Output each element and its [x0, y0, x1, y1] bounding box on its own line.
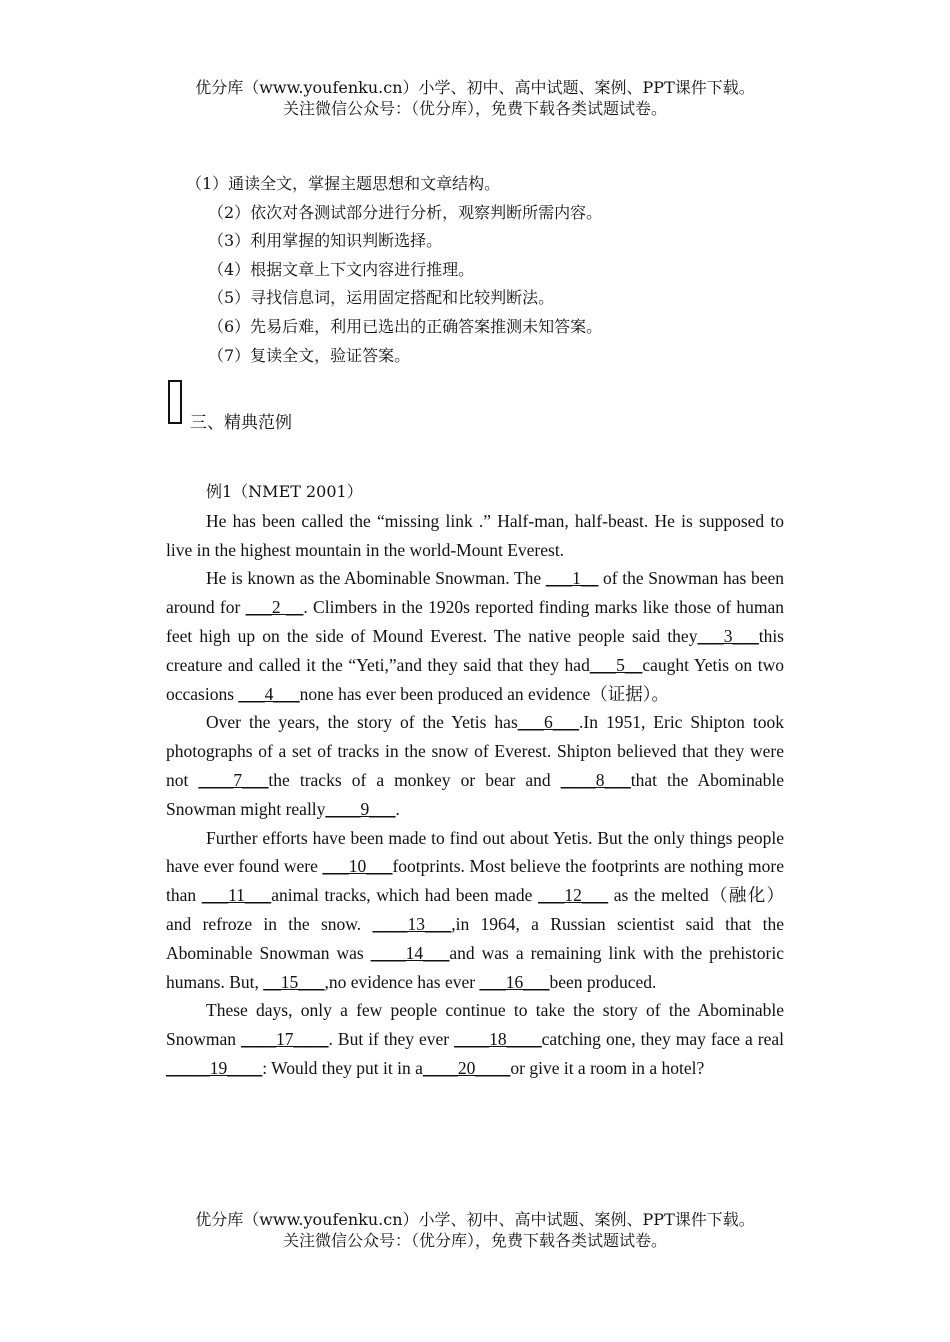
text-run: . But if they ever — [328, 1029, 455, 1050]
footer-line-2: 关注微信公众号：（优分库），免费下载各类试题试卷。 — [282, 1231, 667, 1250]
text-run: . Climbers in the 1920s reported finding marks like those of human feet high up on the side of Mound Everest. The native people said they — [166, 597, 784, 646]
steps-list — [186, 170, 602, 370]
blank-5: ___5__ — [589, 654, 643, 675]
placeholder-box-icon — [168, 380, 182, 424]
text-run: catching one, they may face a real — [541, 1029, 785, 1050]
blank-4: ___4___ — [238, 683, 300, 704]
paragraph-2 — [166, 564, 784, 708]
blank-2: ___2 __ — [245, 597, 304, 618]
blank-18: ____18____ — [454, 1029, 542, 1050]
text-run: Over the years, the story of the Yetis has — [206, 712, 518, 733]
page-header — [0, 77, 950, 119]
page-footer — [0, 1209, 950, 1251]
blank-20: ____20____ — [422, 1057, 511, 1078]
step-item: （1）通读全文，掌握主题思想和文章结构。 — [186, 174, 501, 193]
blank-7: ____7___ — [198, 769, 269, 790]
blank-19: _____19____ — [166, 1057, 263, 1078]
step-item: （5）寻找信息词，运用固定搭配和比较判断法。 — [208, 288, 555, 308]
step-item: （7）复读全文，验证答案。 — [208, 345, 411, 365]
blank-6: ___6___ — [517, 712, 579, 733]
text-run: this creature and called it the “Yeti,”and they said that they had — [166, 625, 784, 675]
blank-12: ___12___ — [538, 885, 609, 906]
text-run: : Would they put it in a — [262, 1057, 423, 1078]
blank-3: ___3___ — [697, 625, 759, 646]
header-line-2: 关注微信公众号：（优分库），免费下载各类试题试卷。 — [282, 99, 667, 118]
text-run: the tracks of a monkey or bear and — [268, 769, 561, 790]
header-line-1: 优分库（www.youfenku.cn）小学、初中、高中试题、案例、PPT课件下载。 — [195, 78, 755, 97]
blank-13: ____13___ — [372, 913, 452, 934]
text-run: none has ever been produced an evidence（证据）。 — [299, 683, 669, 704]
blank-10: ___10___ — [322, 856, 393, 877]
blank-17: ____17____ — [241, 1029, 329, 1050]
text-run: ,in 1964, a Russian scientist said that the Abominable Snowman was — [166, 913, 785, 963]
text-run: These days, only a few people continue to take the story of the Abominable Snowman — [166, 1000, 784, 1050]
text-run: or give it a room in a hotel? — [510, 1057, 705, 1078]
blank-16: ___16___ — [479, 971, 550, 992]
blank-9: ____9___ — [325, 798, 396, 819]
text-run: and was a remaining link with the prehistoric humans. But, — [166, 942, 784, 992]
blank-11: ___11___ — [201, 885, 272, 906]
section-title: 三、精典范例 — [190, 413, 292, 433]
text-run: . — [395, 798, 400, 819]
paragraph-3 — [166, 708, 784, 823]
text-run: of the Snowman has been around for — [166, 568, 784, 618]
blank-1: ___1__ — [545, 568, 599, 589]
text-run: Further efforts have been made to find out about Yetis. But the only things people have ever found were — [166, 827, 784, 877]
paragraph-5 — [166, 996, 784, 1082]
paragraph-1: He has been called the “missing link .” Half-man, half-beast. He is supposed to live in the highest mountain in the world-Mount Everest. — [166, 510, 784, 560]
text-run: He is known as the Abominable Snowman. The — [206, 568, 546, 589]
step-item: （3）利用掌握的知识判断选择。 — [208, 231, 443, 251]
example-article — [166, 478, 784, 1083]
text-run: been produced. — [549, 971, 657, 992]
blank-8: ____8___ — [560, 769, 631, 790]
example-label: 例1（NMET 2001） — [206, 482, 363, 501]
step-item: （4）根据文章上下文内容进行推理。 — [208, 259, 475, 279]
text-run: caught Yetis on two occasions — [166, 654, 785, 704]
text-run: that the Abominable Snowman might really — [166, 769, 784, 819]
footer-line-1: 优分库（www.youfenku.cn）小学、初中、高中试题、案例、PPT课件下载。 — [195, 1210, 755, 1229]
paragraph-4 — [166, 824, 784, 997]
text-run: footprints. Most believe the footprints are nothing more than — [166, 856, 784, 906]
text-run: animal tracks, which had been made — [271, 885, 539, 906]
blank-14: ____14___ — [370, 942, 450, 963]
step-item: （2）依次对各测试部分进行分析，观察判断所需内容。 — [208, 202, 603, 222]
text-run: as the melted（融化）and refroze in the snow. — [166, 885, 785, 934]
step-item: （6）先易后难，利用已选出的正确答案推测未知答案。 — [208, 316, 603, 336]
blank-15: __15___ — [263, 971, 325, 992]
text-run: ,no evidence has ever — [324, 971, 480, 992]
text-run: .In 1951, Eric Shipton took photographs of a set of tracks in the snow of Everest. Shipton believed that they were not — [166, 712, 784, 790]
